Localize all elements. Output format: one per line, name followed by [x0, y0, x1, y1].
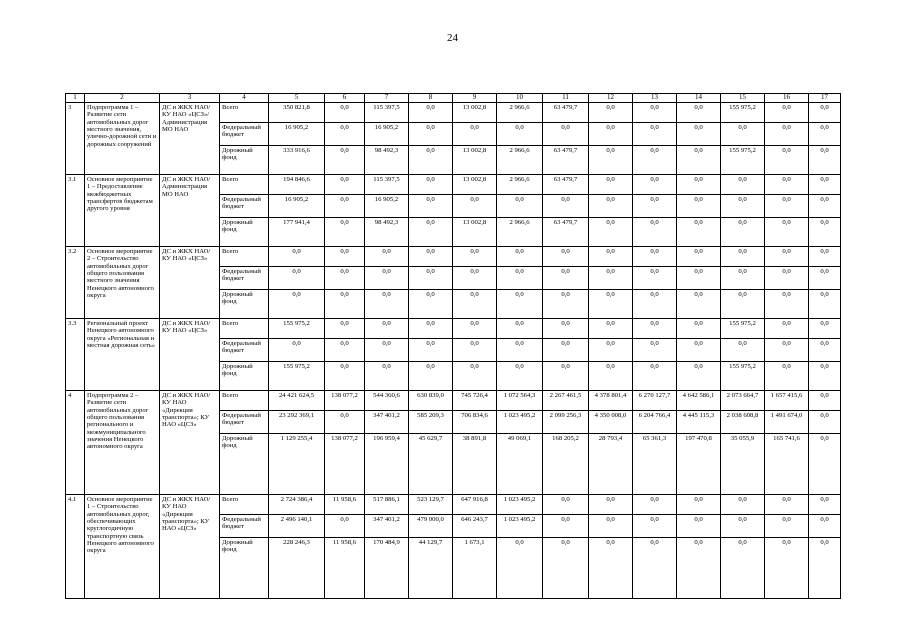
table-row — [66, 246, 841, 266]
funding-source: Дорожный фонд — [220, 433, 269, 494]
amount-cell: 6 270 127,7 — [633, 390, 677, 410]
amount-cell: 11 958,6 — [325, 494, 365, 514]
amount-cell: 347 401,2 — [365, 410, 409, 433]
amount-cell: 0,0 — [409, 361, 453, 390]
amount-cell: 2 038 608,8 — [721, 410, 765, 433]
amount-cell: 28 793,4 — [589, 433, 633, 494]
amount-cell: 0,0 — [325, 318, 365, 338]
amount-cell: 0,0 — [543, 361, 589, 390]
amount-cell: 35 055,9 — [721, 433, 765, 494]
funding-source: Всего — [220, 174, 269, 194]
amount-cell: 0,0 — [409, 174, 453, 194]
amount-cell: 0,0 — [325, 361, 365, 390]
amount-cell: 165 741,6 — [765, 433, 809, 494]
amount-cell: 13 002,8 — [453, 217, 497, 246]
amount-cell: 0,0 — [453, 246, 497, 266]
amount-cell: 0,0 — [589, 289, 633, 318]
program-title: Основное мероприятие 1 – Строительство автомобильных дорог, обеспечивающих круглогодичную транспортную связь Ненецкого автономного округа — [85, 494, 160, 598]
amount-cell: 0,0 — [543, 318, 589, 338]
amount-cell: 745 726,4 — [453, 390, 497, 410]
amount-cell: 0,0 — [409, 338, 453, 361]
amount-cell: 479 000,0 — [409, 514, 453, 537]
amount-cell: 2 267 461,5 — [543, 390, 589, 410]
amount-cell: 0,0 — [497, 537, 543, 598]
amount-cell: 0,0 — [543, 246, 589, 266]
amount-cell: 0,0 — [453, 338, 497, 361]
amount-cell: 0,0 — [721, 266, 765, 289]
amount-cell: 13 002,8 — [453, 174, 497, 194]
amount-cell: 0,0 — [325, 514, 365, 537]
amount-cell: 2 966,6 — [497, 174, 543, 194]
table-row — [66, 494, 841, 514]
table-row — [66, 174, 841, 194]
amount-cell: 0,0 — [765, 246, 809, 266]
amount-cell: 38 891,8 — [453, 433, 497, 494]
amount-cell: 0,0 — [589, 102, 633, 122]
funding-source: Федеральный бюджет — [220, 410, 269, 433]
amount-cell: 0,0 — [543, 537, 589, 598]
amount-cell: 0,0 — [677, 361, 721, 390]
funding-source: Федеральный бюджет — [220, 338, 269, 361]
amount-cell: 0,0 — [633, 494, 677, 514]
amount-cell: 0,0 — [633, 174, 677, 194]
table-row — [66, 390, 841, 410]
amount-cell: 0,0 — [365, 289, 409, 318]
column-number-header: 8 — [409, 94, 453, 103]
amount-cell: 0,0 — [409, 318, 453, 338]
amount-cell: 0,0 — [765, 145, 809, 174]
amount-cell: 0,0 — [809, 246, 841, 266]
amount-cell: 63 479,7 — [543, 102, 589, 122]
amount-cell: 0,0 — [497, 338, 543, 361]
amount-cell: 0,0 — [677, 289, 721, 318]
amount-cell: 0,0 — [721, 122, 765, 145]
amount-cell: 0,0 — [365, 246, 409, 266]
amount-cell: 16 905,2 — [269, 122, 325, 145]
amount-cell: 1 657 415,6 — [765, 390, 809, 410]
amount-cell: 0,0 — [633, 145, 677, 174]
amount-cell: 0,0 — [677, 266, 721, 289]
amount-cell: 0,0 — [589, 318, 633, 338]
amount-cell: 0,0 — [453, 289, 497, 318]
amount-cell: 1 129 255,4 — [269, 433, 325, 494]
amount-cell: 1 023 495,2 — [497, 494, 543, 514]
amount-cell: 63 479,7 — [543, 217, 589, 246]
amount-cell: 0,0 — [809, 266, 841, 289]
amount-cell: 2 966,6 — [497, 145, 543, 174]
amount-cell: 228 246,3 — [269, 537, 325, 598]
amount-cell: 0,0 — [269, 338, 325, 361]
amount-cell: 0,0 — [633, 122, 677, 145]
amount-cell: 0,0 — [721, 217, 765, 246]
funding-source: Всего — [220, 390, 269, 410]
amount-cell: 155 975,2 — [721, 145, 765, 174]
program-title: Основное мероприятие 2 – Строительство автомобильных дорог общего пользования местного значения Ненецкого автономного округа — [85, 246, 160, 318]
amount-cell: 517 886,1 — [365, 494, 409, 514]
amount-cell: 0,0 — [589, 145, 633, 174]
program-title: Подпрограмма 2 – Развитие сети автомобильных дорог общего пользования регионального и межмуниципального значения Ненецкого автономного округа — [85, 390, 160, 494]
amount-cell: 0,0 — [765, 266, 809, 289]
amount-cell: 0,0 — [765, 289, 809, 318]
amount-cell: 0,0 — [589, 338, 633, 361]
amount-cell: 630 839,0 — [409, 390, 453, 410]
amount-cell: 0,0 — [633, 266, 677, 289]
amount-cell: 0,0 — [765, 537, 809, 598]
amount-cell: 0,0 — [677, 145, 721, 174]
amount-cell: 1 673,1 — [453, 537, 497, 598]
amount-cell: 0,0 — [809, 494, 841, 514]
amount-cell: 0,0 — [633, 102, 677, 122]
column-number-header: 17 — [809, 94, 841, 103]
amount-cell: 0,0 — [589, 217, 633, 246]
amount-cell: 544 360,6 — [365, 390, 409, 410]
amount-cell: 4 350 008,0 — [589, 410, 633, 433]
column-number-header: 9 — [453, 94, 497, 103]
budget-table — [65, 93, 841, 599]
program-title: Региональный проект Ненецкого автономного округа «Региональная и местная дорожная сеть» — [85, 318, 160, 390]
row-number: 3 — [66, 102, 85, 174]
column-number-header: 12 — [589, 94, 633, 103]
amount-cell: 0,0 — [589, 194, 633, 217]
amount-cell: 0,0 — [409, 289, 453, 318]
program-title: Подпрограмма 1 – Развитие сети автомобильных дорог местного значения, улично-дорожной сети и дорожных сооружений — [85, 102, 160, 174]
amount-cell: 0,0 — [633, 289, 677, 318]
amount-cell: 0,0 — [409, 122, 453, 145]
amount-cell: 0,0 — [497, 318, 543, 338]
amount-cell: 155 975,2 — [721, 361, 765, 390]
column-number-header: 14 — [677, 94, 721, 103]
amount-cell: 1 491 674,0 — [765, 410, 809, 433]
amount-cell: 98 492,3 — [365, 217, 409, 246]
amount-cell: 0,0 — [325, 338, 365, 361]
funding-source: Федеральный бюджет — [220, 514, 269, 537]
amount-cell: 168 205,2 — [543, 433, 589, 494]
amount-cell: 0,0 — [677, 338, 721, 361]
amount-cell: 0,0 — [633, 318, 677, 338]
funding-source: Дорожный фонд — [220, 537, 269, 598]
amount-cell: 155 975,2 — [269, 318, 325, 338]
amount-cell: 0,0 — [325, 289, 365, 318]
column-number-header: 16 — [765, 94, 809, 103]
amount-cell: 1 023 495,2 — [497, 514, 543, 537]
amount-cell: 138 077,2 — [325, 390, 365, 410]
amount-cell: 0,0 — [809, 289, 841, 318]
amount-cell: 0,0 — [721, 194, 765, 217]
responsible-executor: ДС и ЖКХ НАО/ КУ НАО «Дирекция транспорта»; КУ НАО «ЦСЗ» — [160, 390, 220, 494]
amount-cell: 0,0 — [325, 194, 365, 217]
amount-cell: 0,0 — [677, 318, 721, 338]
amount-cell: 0,0 — [677, 174, 721, 194]
amount-cell: 0,0 — [453, 194, 497, 217]
amount-cell: 0,0 — [409, 145, 453, 174]
amount-cell: 16 905,2 — [365, 122, 409, 145]
funding-source: Дорожный фонд — [220, 361, 269, 390]
amount-cell: 0,0 — [497, 289, 543, 318]
amount-cell: 0,0 — [677, 494, 721, 514]
row-number: 3.3 — [66, 318, 85, 390]
amount-cell: 2 496 140,1 — [269, 514, 325, 537]
amount-cell: 0,0 — [633, 194, 677, 217]
amount-cell: 585 209,3 — [409, 410, 453, 433]
amount-cell: 2 073 664,7 — [721, 390, 765, 410]
column-number-header: 13 — [633, 94, 677, 103]
amount-cell: 0,0 — [721, 338, 765, 361]
funding-source: Дорожный фонд — [220, 289, 269, 318]
amount-cell: 0,0 — [497, 266, 543, 289]
amount-cell: 0,0 — [809, 145, 841, 174]
amount-cell: 0,0 — [633, 361, 677, 390]
amount-cell: 115 397,5 — [365, 174, 409, 194]
amount-cell: 155 975,2 — [269, 361, 325, 390]
amount-cell: 0,0 — [325, 102, 365, 122]
amount-cell: 177 941,4 — [269, 217, 325, 246]
column-number-header: 4 — [220, 94, 269, 103]
amount-cell: 0,0 — [409, 266, 453, 289]
amount-cell: 170 484,9 — [365, 537, 409, 598]
amount-cell: 0,0 — [453, 361, 497, 390]
amount-cell: 4 378 801,4 — [589, 390, 633, 410]
row-number: 4.1 — [66, 494, 85, 598]
amount-cell: 1 072 564,3 — [497, 390, 543, 410]
amount-cell: 0,0 — [677, 122, 721, 145]
page-number: 24 — [447, 32, 458, 44]
amount-cell: 63 479,7 — [543, 145, 589, 174]
amount-cell: 647 916,8 — [453, 494, 497, 514]
amount-cell: 0,0 — [721, 246, 765, 266]
amount-cell: 0,0 — [677, 102, 721, 122]
amount-cell: 2 966,6 — [497, 102, 543, 122]
amount-cell: 347 401,2 — [365, 514, 409, 537]
amount-cell: 0,0 — [409, 194, 453, 217]
amount-cell: 0,0 — [453, 266, 497, 289]
amount-cell: 0,0 — [721, 514, 765, 537]
amount-cell: 0,0 — [809, 174, 841, 194]
amount-cell: 0,0 — [677, 194, 721, 217]
amount-cell: 0,0 — [543, 122, 589, 145]
column-number-header: 6 — [325, 94, 365, 103]
column-number-header: 10 — [497, 94, 543, 103]
amount-cell: 0,0 — [325, 266, 365, 289]
amount-cell: 155 975,2 — [721, 318, 765, 338]
amount-cell: 0,0 — [269, 266, 325, 289]
table-row — [66, 102, 841, 122]
amount-cell: 0,0 — [543, 289, 589, 318]
amount-cell: 0,0 — [325, 174, 365, 194]
amount-cell: 0,0 — [589, 122, 633, 145]
amount-cell: 0,0 — [677, 217, 721, 246]
amount-cell: 155 975,2 — [721, 102, 765, 122]
funding-source: Федеральный бюджет — [220, 194, 269, 217]
amount-cell: 0,0 — [765, 514, 809, 537]
amount-cell: 0,0 — [765, 318, 809, 338]
amount-cell: 0,0 — [453, 122, 497, 145]
amount-cell: 706 834,6 — [453, 410, 497, 433]
amount-cell: 24 421 624,5 — [269, 390, 325, 410]
table-row — [66, 318, 841, 338]
amount-cell: 0,0 — [677, 246, 721, 266]
amount-cell: 13 002,8 — [453, 102, 497, 122]
column-number-header: 15 — [721, 94, 765, 103]
amount-cell: 0,0 — [809, 194, 841, 217]
row-number: 4 — [66, 390, 85, 494]
amount-cell: 0,0 — [589, 537, 633, 598]
amount-cell: 45 629,7 — [409, 433, 453, 494]
row-number: 3.2 — [66, 246, 85, 318]
amount-cell: 0,0 — [325, 145, 365, 174]
amount-cell: 0,0 — [765, 338, 809, 361]
amount-cell: 196 959,4 — [365, 433, 409, 494]
amount-cell: 0,0 — [765, 102, 809, 122]
amount-cell: 115 397,5 — [365, 102, 409, 122]
amount-cell: 0,0 — [543, 266, 589, 289]
row-number: 3.1 — [66, 174, 85, 246]
amount-cell: 6 204 766,4 — [633, 410, 677, 433]
amount-cell: 0,0 — [633, 514, 677, 537]
amount-cell: 0,0 — [543, 514, 589, 537]
amount-cell: 0,0 — [765, 194, 809, 217]
amount-cell: 523 129,7 — [409, 494, 453, 514]
amount-cell: 0,0 — [809, 318, 841, 338]
funding-source: Всего — [220, 246, 269, 266]
amount-cell: 0,0 — [589, 361, 633, 390]
amount-cell: 0,0 — [409, 217, 453, 246]
amount-cell: 0,0 — [365, 361, 409, 390]
amount-cell: 0,0 — [765, 174, 809, 194]
amount-cell: 0,0 — [269, 246, 325, 266]
amount-cell: 0,0 — [809, 122, 841, 145]
amount-cell: 194 846,6 — [269, 174, 325, 194]
amount-cell: 0,0 — [809, 102, 841, 122]
amount-cell: 0,0 — [589, 494, 633, 514]
amount-cell: 0,0 — [365, 338, 409, 361]
amount-cell: 333 916,6 — [269, 145, 325, 174]
amount-cell: 0,0 — [589, 514, 633, 537]
amount-cell: 0,0 — [497, 194, 543, 217]
amount-cell: 0,0 — [269, 289, 325, 318]
amount-cell: 0,0 — [633, 246, 677, 266]
amount-cell: 0,0 — [589, 246, 633, 266]
amount-cell: 0,0 — [409, 246, 453, 266]
responsible-executor: ДС и ЖКХ НАО/ КУ НАО «ЦСЗ» — [160, 246, 220, 318]
amount-cell: 0,0 — [809, 433, 841, 494]
amount-cell: 0,0 — [497, 246, 543, 266]
funding-source: Всего — [220, 318, 269, 338]
responsible-executor: ДС и ЖКХ НАО/ Администрация МО НАО — [160, 174, 220, 246]
amount-cell: 0,0 — [497, 122, 543, 145]
amount-cell: 646 243,7 — [453, 514, 497, 537]
amount-cell: 138 077,2 — [325, 433, 365, 494]
amount-cell: 0,0 — [721, 537, 765, 598]
amount-cell: 0,0 — [325, 410, 365, 433]
amount-cell: 0,0 — [765, 361, 809, 390]
column-number-row — [66, 94, 841, 103]
column-number-header: 11 — [543, 94, 589, 103]
funding-source: Федеральный бюджет — [220, 266, 269, 289]
amount-cell: 0,0 — [721, 289, 765, 318]
column-number-header: 2 — [85, 94, 160, 103]
amount-cell: 197 470,8 — [677, 433, 721, 494]
column-number-header: 7 — [365, 94, 409, 103]
amount-cell: 0,0 — [543, 194, 589, 217]
amount-cell: 0,0 — [809, 537, 841, 598]
amount-cell: 0,0 — [809, 390, 841, 410]
column-number-header: 3 — [160, 94, 220, 103]
amount-cell: 0,0 — [809, 361, 841, 390]
amount-cell: 0,0 — [765, 494, 809, 514]
amount-cell: 0,0 — [809, 217, 841, 246]
program-title: Основное мероприятие 1 – Предоставление межбюджетных трансфертов бюджетам другого уровня — [85, 174, 160, 246]
amount-cell: 0,0 — [453, 318, 497, 338]
amount-cell: 0,0 — [677, 514, 721, 537]
amount-cell: 49 069,1 — [497, 433, 543, 494]
amount-cell: 0,0 — [543, 494, 589, 514]
amount-cell: 2 966,6 — [497, 217, 543, 246]
amount-cell: 0,0 — [325, 246, 365, 266]
responsible-executor: ДС и ЖКХ НАО/ КУ НАО «ЦСЗ» — [160, 318, 220, 390]
amount-cell: 0,0 — [325, 217, 365, 246]
amount-cell: 13 002,8 — [453, 145, 497, 174]
amount-cell: 0,0 — [809, 514, 841, 537]
funding-source: Всего — [220, 102, 269, 122]
column-number-header: 1 — [66, 94, 85, 103]
funding-source: Дорожный фонд — [220, 217, 269, 246]
amount-cell: 2 724 386,4 — [269, 494, 325, 514]
amount-cell: 0,0 — [589, 266, 633, 289]
amount-cell: 0,0 — [543, 338, 589, 361]
amount-cell: 16 905,2 — [269, 194, 325, 217]
amount-cell: 0,0 — [721, 174, 765, 194]
amount-cell: 0,0 — [809, 410, 841, 433]
funding-source: Дорожный фонд — [220, 145, 269, 174]
amount-cell: 0,0 — [721, 494, 765, 514]
responsible-executor: ДС и ЖКХ НАО/ КУ НАО «Дирекция транспорта»; КУ НАО «ЦСЗ» — [160, 494, 220, 598]
amount-cell: 65 361,3 — [633, 433, 677, 494]
amount-cell: 2 099 256,3 — [543, 410, 589, 433]
amount-cell: 0,0 — [497, 361, 543, 390]
amount-cell: 0,0 — [633, 537, 677, 598]
amount-cell: 98 492,3 — [365, 145, 409, 174]
amount-cell: 0,0 — [633, 217, 677, 246]
amount-cell: 11 958,6 — [325, 537, 365, 598]
funding-source: Федеральный бюджет — [220, 122, 269, 145]
amount-cell: 0,0 — [765, 122, 809, 145]
amount-cell: 44 129,7 — [409, 537, 453, 598]
responsible-executor: ДС и ЖКХ НАО/ КУ НАО «ЦСЗ»/ Администрация МО НАО — [160, 102, 220, 174]
amount-cell: 350 821,8 — [269, 102, 325, 122]
amount-cell: 0,0 — [677, 537, 721, 598]
amount-cell: 4 445 115,3 — [677, 410, 721, 433]
amount-cell: 0,0 — [633, 338, 677, 361]
amount-cell: 0,0 — [365, 318, 409, 338]
amount-cell: 1 023 495,2 — [497, 410, 543, 433]
amount-cell: 0,0 — [765, 217, 809, 246]
amount-cell: 63 479,7 — [543, 174, 589, 194]
amount-cell: 23 292 369,1 — [269, 410, 325, 433]
amount-cell: 0,0 — [365, 266, 409, 289]
amount-cell: 0,0 — [325, 122, 365, 145]
amount-cell: 0,0 — [409, 102, 453, 122]
amount-cell: 0,0 — [809, 338, 841, 361]
amount-cell: 4 642 586,1 — [677, 390, 721, 410]
funding-source: Всего — [220, 494, 269, 514]
amount-cell: 0,0 — [589, 174, 633, 194]
column-number-header: 5 — [269, 94, 325, 103]
amount-cell: 16 905,2 — [365, 194, 409, 217]
